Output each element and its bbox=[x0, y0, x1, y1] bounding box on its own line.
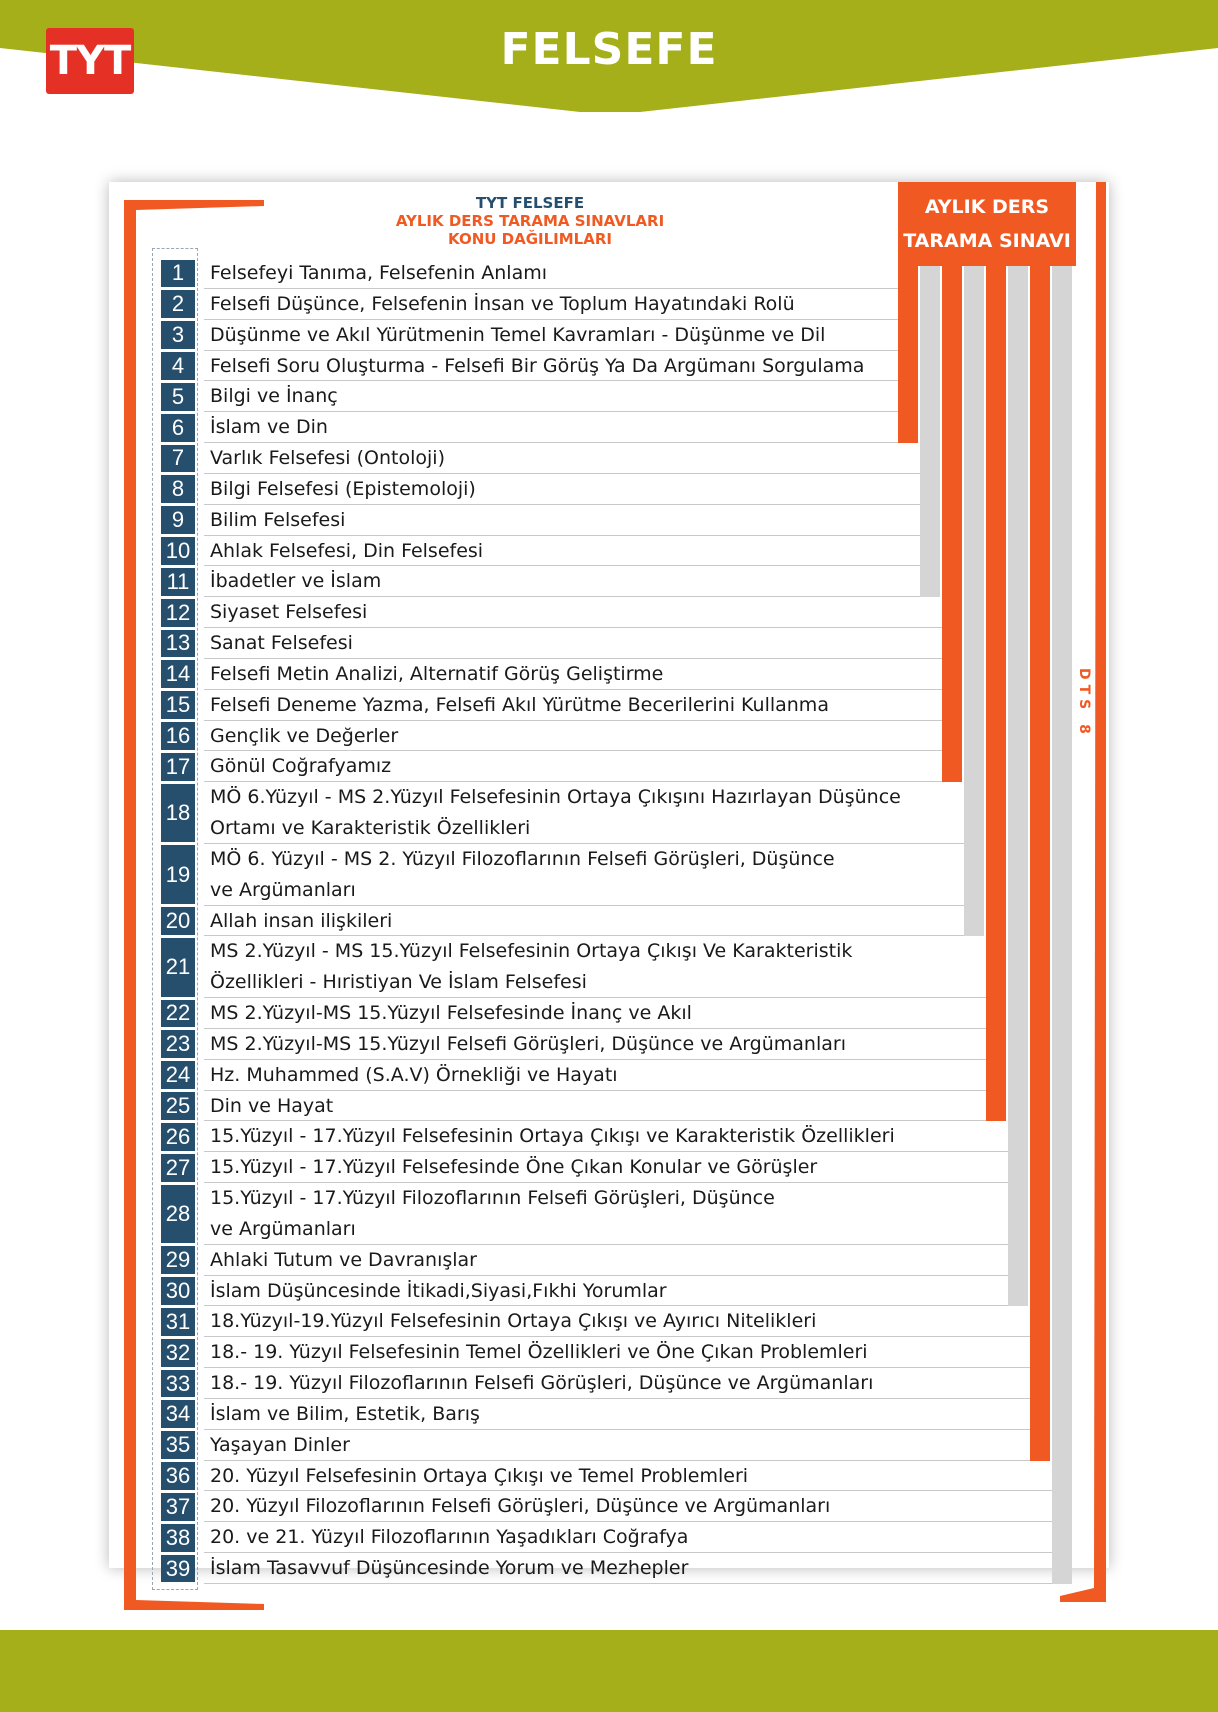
exam-bar-7 bbox=[1030, 266, 1050, 1461]
topic-text: İslam Düşüncesinde İtikadi,Siyasi,Fıkhi Yorumlar bbox=[210, 1279, 667, 1302]
topic-text: Varlık Felsefesi (Ontoloji) bbox=[210, 447, 445, 470]
tyt-logo: TYT bbox=[46, 28, 134, 94]
topic-number bbox=[161, 660, 195, 688]
row-divider bbox=[204, 1151, 1008, 1152]
topic-text: Felsefi Soru Oluşturma - Felsefi Bir Görüş Ya Da Argümanı Sorgulama bbox=[210, 354, 865, 377]
topic-number-label: 15 bbox=[165, 692, 191, 718]
topic-text: 18.- 19. Yüzyıl Felsefesinin Temel Özellikleri ve Öne Çıkan Problemleri bbox=[210, 1341, 868, 1364]
topic-number bbox=[161, 1524, 195, 1552]
topic-number bbox=[161, 1493, 195, 1521]
topic-number bbox=[161, 352, 195, 380]
topic-number bbox=[161, 1030, 195, 1058]
topic-number-label: 3 bbox=[171, 322, 185, 348]
topic-number-label: 17 bbox=[165, 753, 191, 779]
topic-number bbox=[161, 753, 195, 781]
topic-number bbox=[161, 1400, 195, 1428]
topic-number bbox=[161, 1555, 195, 1583]
row-divider bbox=[204, 1090, 986, 1091]
row-divider bbox=[204, 1490, 1052, 1491]
row-divider bbox=[204, 288, 898, 289]
row-divider bbox=[204, 658, 942, 659]
topic-number-label: 27 bbox=[165, 1154, 191, 1180]
row-divider bbox=[204, 380, 898, 381]
topic-text: Gençlik ve Değerler bbox=[210, 724, 399, 747]
row-divider bbox=[204, 905, 964, 906]
row-divider bbox=[204, 935, 964, 936]
topic-number-label: 22 bbox=[165, 1000, 191, 1026]
topic-text: ve Argümanları bbox=[210, 1217, 356, 1240]
topic-text: Bilim Felsefesi bbox=[210, 508, 346, 531]
topic-number-label: 26 bbox=[165, 1123, 191, 1149]
row-divider bbox=[204, 843, 964, 844]
row-divider bbox=[204, 750, 942, 751]
topic-text: İslam ve Bilim, Estetik, Barış bbox=[210, 1402, 480, 1425]
topic-number-label: 36 bbox=[165, 1463, 191, 1489]
topic-text: Özellikleri - Hıristiyan Ve İslam Felsefesi bbox=[210, 971, 587, 994]
row-divider bbox=[204, 1305, 1008, 1306]
topic-number-label: 13 bbox=[165, 630, 191, 656]
topic-number-label: 33 bbox=[165, 1370, 191, 1396]
exam-bar-2 bbox=[920, 266, 940, 597]
topic-text: 18.- 19. Yüzyıl Filozoflarının Felsefi Görüşleri, Düşünce ve Argümanları bbox=[210, 1372, 874, 1395]
topic-number bbox=[161, 1185, 195, 1244]
row-divider bbox=[204, 1521, 1052, 1522]
exam-header-box bbox=[898, 182, 1076, 266]
row-divider bbox=[204, 319, 898, 320]
topic-number bbox=[161, 907, 195, 935]
topic-number bbox=[161, 1431, 195, 1459]
row-divider bbox=[204, 1028, 986, 1029]
topic-number bbox=[161, 537, 195, 565]
topic-text: İslam Tasavvuf Düşüncesinde Yorum ve Mezhepler bbox=[210, 1557, 689, 1580]
row-divider bbox=[204, 473, 920, 474]
row-divider bbox=[204, 1367, 1030, 1368]
topic-number-label: 25 bbox=[165, 1093, 191, 1118]
topic-number bbox=[161, 290, 195, 318]
topic-number bbox=[161, 445, 195, 473]
row-divider bbox=[204, 1275, 1008, 1276]
topic-text: 15.Yüzyıl - 17.Yüzyıl Felsefesinde Öne Çıkan Konular ve Görüşler bbox=[210, 1156, 818, 1179]
topic-number-label: 9 bbox=[171, 507, 185, 533]
topic-number-label: 24 bbox=[165, 1062, 191, 1088]
topic-text: MÖ 6.Yüzyıl - MS 2.Yüzyıl Felsefesinin Ortaya Çıkışını Hazırlayan Düşünce bbox=[210, 786, 901, 809]
topic-number bbox=[161, 506, 195, 534]
topic-number bbox=[161, 1061, 195, 1089]
topic-text: Ortamı ve Karakteristik Özellikleri bbox=[210, 817, 531, 840]
topic-number bbox=[161, 599, 195, 627]
topic-number bbox=[161, 475, 195, 503]
topic-text: Düşünme ve Akıl Yürütmenin Temel Kavramları - Düşünme ve Dil bbox=[210, 323, 826, 346]
exam-bar-8 bbox=[1052, 266, 1072, 1584]
topic-number bbox=[161, 1308, 195, 1336]
topic-text: Felsefi Düşünce, Felsefenin İnsan ve Toplum Hayatındaki Rolü bbox=[210, 292, 795, 315]
row-divider bbox=[204, 504, 920, 505]
topic-text: 15.Yüzyıl - 17.Yüzyıl Felsefesinin Ortaya Çıkışı ve Karakteristik Özellikleri bbox=[210, 1125, 895, 1148]
topic-number-label: 38 bbox=[165, 1524, 191, 1550]
row-divider bbox=[204, 442, 898, 443]
topic-number-label: 30 bbox=[165, 1278, 191, 1304]
topic-text: Allah insan ilişkileri bbox=[210, 909, 393, 932]
row-divider bbox=[204, 781, 942, 782]
topic-number bbox=[161, 1462, 195, 1490]
topic-number bbox=[161, 260, 195, 288]
topic-number-label: 19 bbox=[165, 861, 191, 887]
topic-text: ve Argümanları bbox=[210, 878, 356, 901]
topic-number-label: 34 bbox=[165, 1401, 191, 1427]
topic-number-label: 32 bbox=[165, 1339, 191, 1365]
topic-number-label: 6 bbox=[171, 414, 185, 440]
topic-text: İbadetler ve İslam bbox=[210, 570, 382, 593]
table-title: TYT FELSEFE bbox=[475, 194, 585, 212]
topic-text: Siyaset Felsefesi bbox=[210, 601, 368, 624]
table-subtitle-2: KONU DAĞILIMLARI bbox=[448, 230, 612, 248]
topic-number bbox=[161, 1277, 195, 1305]
topic-text: Felsefi Deneme Yazma, Felsefi Akıl Yürütme Becerilerini Kullanma bbox=[210, 693, 829, 716]
topic-number-label: 39 bbox=[165, 1555, 191, 1581]
row-divider bbox=[204, 411, 898, 412]
topic-number bbox=[161, 321, 195, 349]
exam-header-line2: TARAMA SINAVI bbox=[903, 230, 1071, 252]
exam-label-8: DTS 8 bbox=[1076, 668, 1092, 739]
topic-text: Felsefeyi Tanıma, Felsefenin Anlamı bbox=[210, 262, 548, 284]
topic-number-label: 29 bbox=[165, 1247, 191, 1273]
topic-number-label: 21 bbox=[165, 954, 191, 980]
row-divider bbox=[204, 997, 986, 998]
row-divider bbox=[204, 1244, 1008, 1245]
topic-number-label: 5 bbox=[171, 383, 185, 409]
topic-text: 20. ve 21. Yüzyıl Filozoflarının Yaşadıkları Coğrafya bbox=[210, 1526, 689, 1549]
topic-number-label: 1 bbox=[171, 260, 185, 286]
row-divider bbox=[204, 1583, 1052, 1584]
topic-text: Ahlaki Tutum ve Davranışlar bbox=[210, 1248, 477, 1271]
topic-number-label: 18 bbox=[165, 800, 191, 826]
topic-number bbox=[161, 1154, 195, 1182]
row-divider bbox=[204, 1059, 986, 1060]
exam-bar-1 bbox=[898, 266, 918, 443]
topic-text: Ahlak Felsefesi, Din Felsefesi bbox=[210, 539, 484, 562]
exam-header-line1: AYLIK DERS bbox=[924, 196, 1050, 218]
row-divider bbox=[204, 596, 920, 597]
topic-number-label: 14 bbox=[165, 661, 191, 687]
row-divider bbox=[204, 535, 920, 536]
topic-number bbox=[161, 414, 195, 442]
topic-number bbox=[161, 784, 195, 843]
topic-number-label: 28 bbox=[165, 1200, 191, 1226]
topic-number bbox=[161, 1370, 195, 1398]
topic-text: Felsefi Metin Analizi, Alternatif Görüş Geliştirme bbox=[210, 662, 664, 685]
row-divider bbox=[204, 627, 942, 628]
topic-number bbox=[161, 1339, 195, 1367]
row-divider bbox=[204, 1398, 1030, 1399]
topic-number bbox=[161, 1000, 195, 1028]
topic-text: MS 2.Yüzyıl-MS 15.Yüzyıl Felsefi Görüşleri, Düşünce ve Argümanları bbox=[210, 1032, 846, 1055]
page-title: FELSEFE bbox=[500, 24, 718, 75]
topic-number-label: 12 bbox=[165, 599, 191, 625]
topic-number bbox=[161, 845, 195, 904]
topic-text: 20. Yüzyıl Felsefesinin Ortaya Çıkışı ve Temel Problemleri bbox=[210, 1464, 749, 1487]
topic-number-label: 2 bbox=[171, 291, 185, 317]
topic-number-label: 20 bbox=[165, 907, 191, 933]
topic-number bbox=[161, 1092, 195, 1120]
topic-number bbox=[161, 568, 195, 596]
exam-bar-5 bbox=[986, 266, 1006, 1121]
topic-number-label: 16 bbox=[165, 722, 191, 748]
topic-text: İslam ve Din bbox=[210, 416, 328, 439]
row-divider bbox=[204, 565, 920, 566]
topic-text: Bilgi ve İnanç bbox=[210, 385, 338, 408]
topic-text: MS 2.Yüzyıl - MS 15.Yüzyıl Felsefesinin Ortaya Çıkışı Ve Karakteristik bbox=[210, 940, 853, 963]
topic-number-label: 31 bbox=[165, 1308, 191, 1334]
row-divider bbox=[204, 1336, 1030, 1337]
topic-number-label: 7 bbox=[171, 445, 185, 471]
row-divider bbox=[204, 1552, 1052, 1553]
topic-number bbox=[161, 1246, 195, 1274]
row-divider bbox=[204, 720, 942, 721]
topic-number-label: 8 bbox=[171, 476, 185, 502]
topic-text: MÖ 6. Yüzyıl - MS 2. Yüzyıl Filozoflarının Felsefi Görüşleri, Düşünce bbox=[210, 847, 835, 870]
topic-text: Gönül Coğrafyamız bbox=[210, 755, 392, 778]
topic-number-label: 11 bbox=[166, 568, 190, 594]
topic-text: Sanat Felsefesi bbox=[210, 632, 353, 655]
topic-number bbox=[161, 1123, 195, 1151]
topic-number bbox=[161, 630, 195, 658]
topic-number bbox=[161, 691, 195, 719]
topic-number bbox=[161, 938, 195, 997]
footer-band bbox=[0, 1630, 1218, 1712]
topic-text: MS 2.Yüzyıl-MS 15.Yüzyıl Felsefesinde İnanç ve Akıl bbox=[210, 1002, 692, 1025]
row-divider bbox=[204, 689, 942, 690]
topic-number-label: 23 bbox=[165, 1031, 191, 1057]
exam-bar-3 bbox=[942, 266, 962, 782]
topic-text: 18.Yüzyıl-19.Yüzyıl Felsefesinin Ortaya Çıkışı ve Ayırıcı Nitelikleri bbox=[210, 1310, 817, 1333]
topic-number bbox=[161, 383, 195, 411]
topic-text: Bilgi Felsefesi (Epistemoloji) bbox=[210, 477, 476, 500]
topic-number-label: 10 bbox=[165, 537, 191, 563]
topic-number-label: 37 bbox=[165, 1493, 191, 1519]
topic-number-label: 35 bbox=[165, 1432, 191, 1458]
row-divider bbox=[204, 1429, 1030, 1430]
row-divider bbox=[204, 1120, 986, 1121]
exam-bar-4 bbox=[964, 266, 984, 936]
topic-text: 15.Yüzyıl - 17.Yüzyıl Filozoflarının Felsefi Görüşleri, Düşünce bbox=[210, 1187, 775, 1210]
topic-number bbox=[161, 722, 195, 750]
topic-text: Hz. Muhammed (S.A.V) Örnekliği ve Hayatı bbox=[210, 1063, 618, 1086]
topic-text: Yaşayan Dinler bbox=[210, 1433, 350, 1456]
row-divider bbox=[204, 350, 898, 351]
table-subtitle: AYLIK DERS TARAMA SINAVLARI bbox=[395, 212, 665, 230]
row-divider bbox=[204, 1460, 1030, 1461]
row-divider bbox=[204, 1182, 1008, 1183]
exam-bar-6 bbox=[1008, 266, 1028, 1306]
topic-number-label: 4 bbox=[171, 352, 185, 378]
topic-text: 20. Yüzyıl Filozoflarının Felsefi Görüşleri, Düşünce ve Argümanları bbox=[210, 1495, 831, 1518]
topic-text: Din ve Hayat bbox=[210, 1094, 334, 1117]
